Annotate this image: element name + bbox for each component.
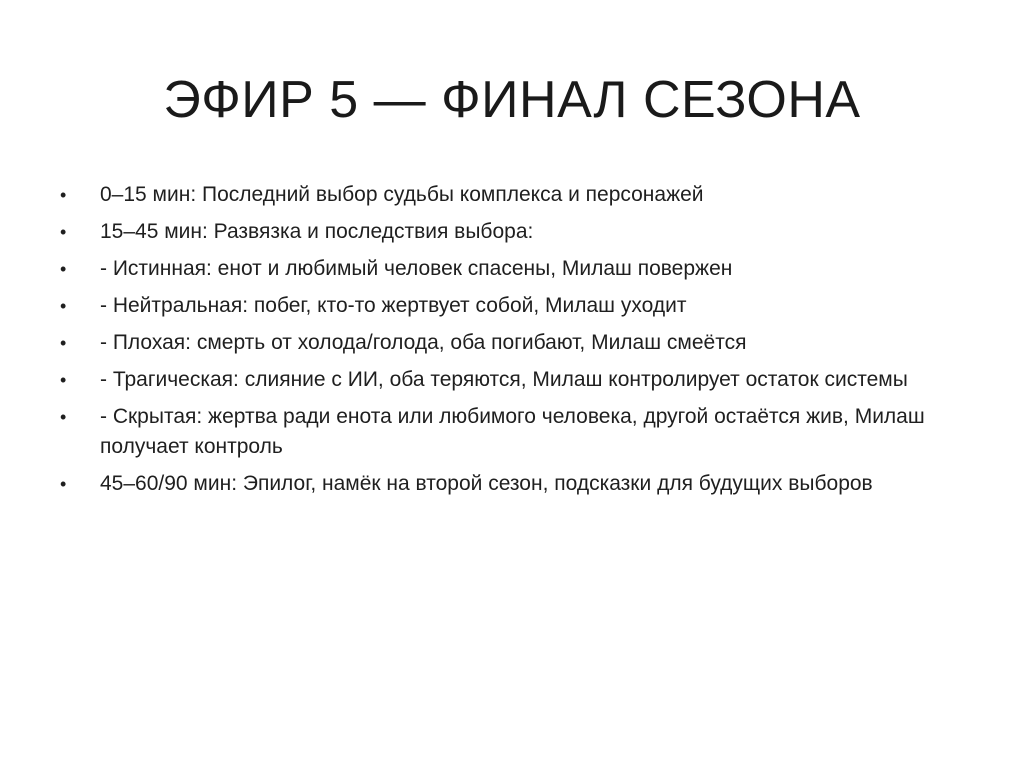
bullet-dot-icon: • [60,259,67,279]
bullet-item [58,254,958,284]
bullet-text: - Скрытая: жертва ради енота или любимого человека, другой остаётся жив, Милаш получает контроль [100,405,925,458]
bullet-text: 45–60/90 мин: Эпилог, намёк на второй сезон, подсказки для будущих выборов [100,472,873,495]
bullet-dot-icon: • [60,222,67,242]
bullet-item [58,217,958,247]
bullet-item [58,469,958,499]
bullet-item [58,291,958,321]
bullet-item [58,402,958,462]
bullet-item [58,365,958,395]
bullet-list [58,180,958,506]
slide-title: ЭФИР 5 — ФИНАЛ СЕЗОНА [163,71,861,129]
bullet-dot-icon: • [60,296,67,316]
bullet-text: - Трагическая: слияние с ИИ, оба теряются, Милаш контролирует остаток системы [100,368,908,391]
bullet-dot-icon: • [60,185,67,205]
bullet-dot-icon: • [60,333,67,353]
bullet-dot-icon: • [60,474,67,494]
bullet-item [58,328,958,358]
bullet-text: - Плохая: смерть от холода/голода, оба погибают, Милаш смеётся [100,331,747,354]
bullet-text: - Нейтральная: побег, кто-то жертвует собой, Милаш уходит [100,294,687,317]
bullet-dot-icon: • [60,407,67,427]
bullet-dot-icon: • [60,370,67,390]
bullet-text: 15–45 мин: Развязка и последствия выбора: [100,220,534,243]
bullet-item [58,180,958,210]
bullet-text: 0–15 мин: Последний выбор судьбы комплекса и персонажей [100,183,704,206]
bullet-text: - Истинная: енот и любимый человек спасены, Милаш повержен [100,257,733,280]
